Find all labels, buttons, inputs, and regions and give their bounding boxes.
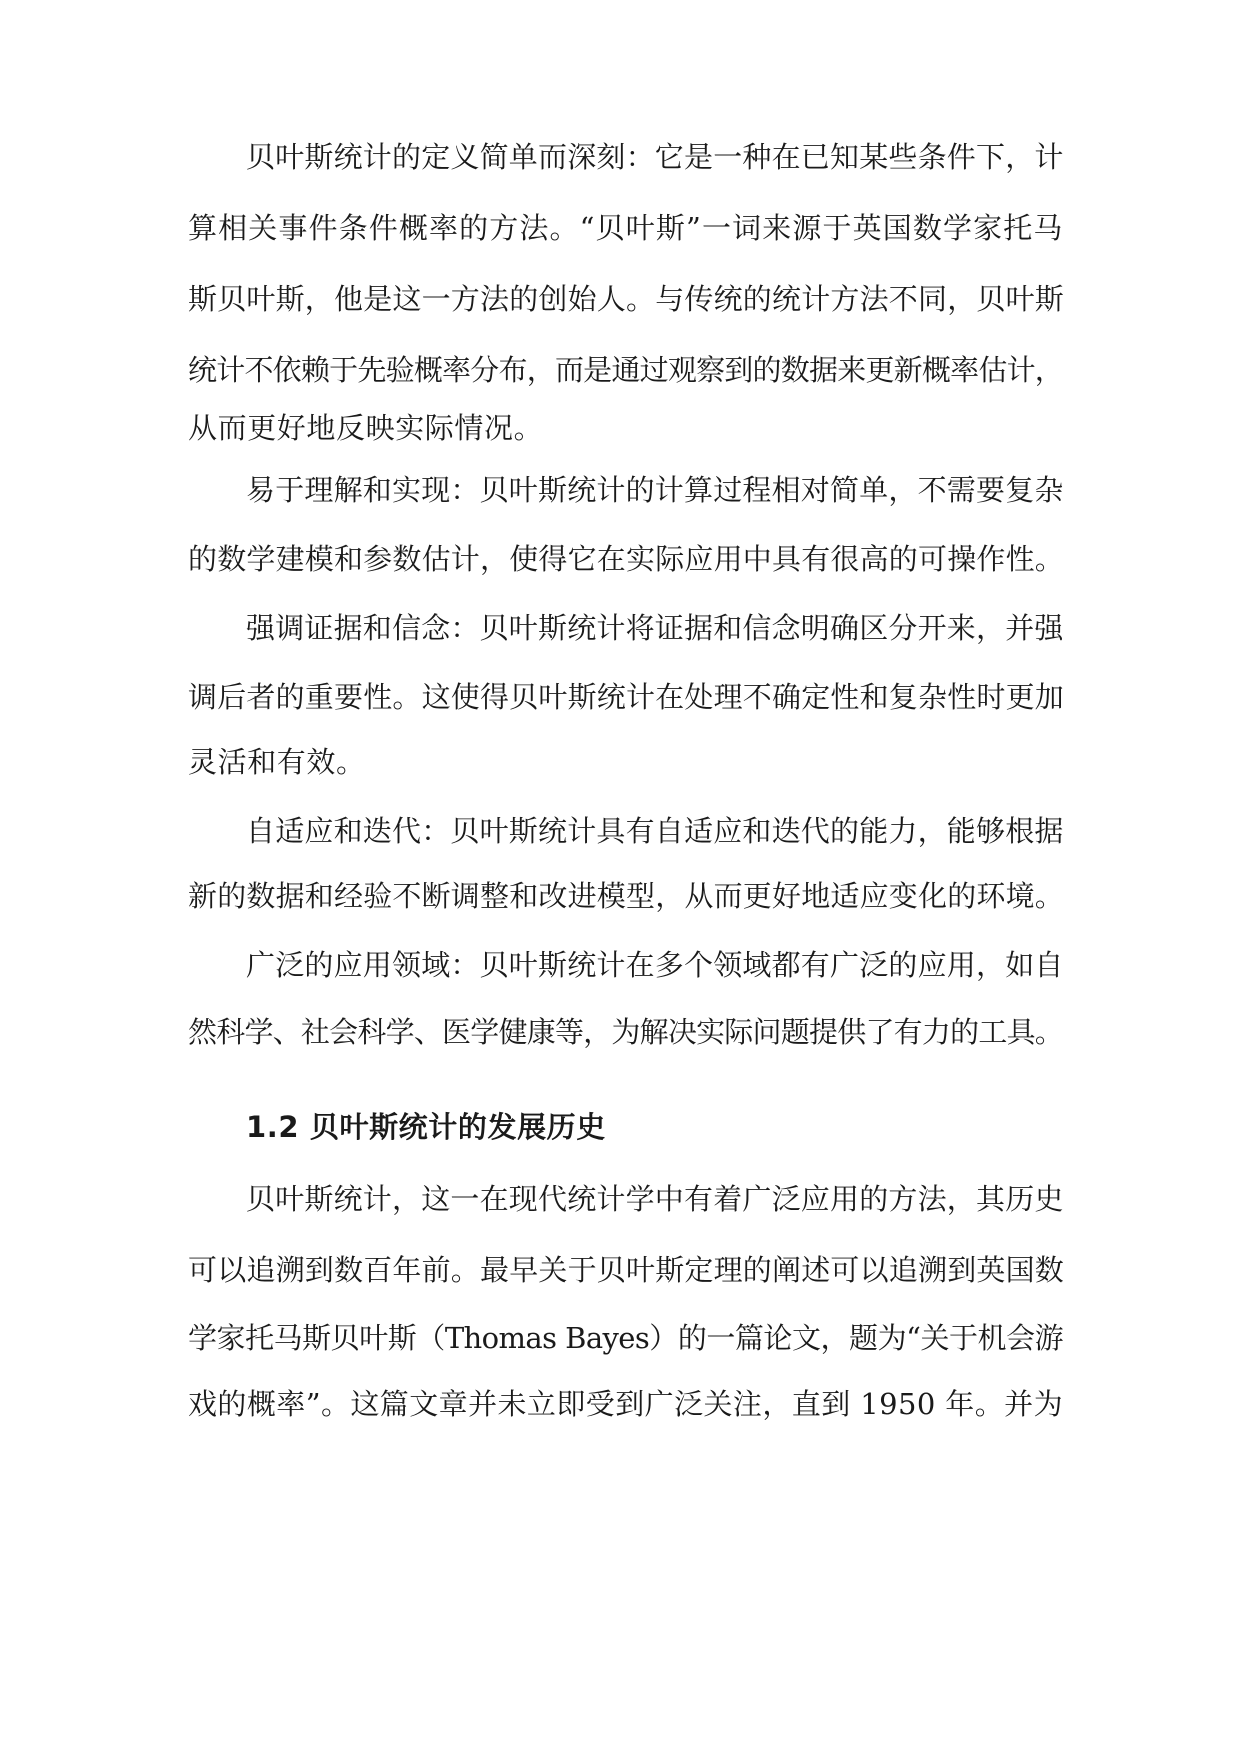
paragraph-3-line-3: 灵活和有效。 — [188, 745, 366, 779]
paragraph-4-line-1: 自适应和迭代：贝叶斯统计具有自适应和迭代的能力，能够根据 — [246, 814, 1064, 848]
paragraph-2-line-2: 的数学建模和参数估计，使得它在实际应用中具有很高的可操作性。 — [188, 542, 1065, 576]
paragraph-1-line-3: 斯贝叶斯，他是这一方法的创始人。与传统的统计方法不同，贝叶斯 — [188, 282, 1065, 316]
section-paragraph-line-1: 贝叶斯统计，这一在现代统计学中有着广泛应用的方法，其历史 — [246, 1182, 1064, 1216]
paragraph-4-line-2: 新的数据和经验不断调整和改进模型，从而更好地适应变化的环境。 — [188, 879, 1065, 913]
paragraph-1-line-1: 贝叶斯统计的定义简单而深刻：它是一种在已知某些条件下，计 — [246, 140, 1064, 174]
paragraph-3-line-2: 调后者的重要性。这使得贝叶斯统计在处理不确定性和复杂性时更加 — [188, 680, 1065, 714]
section-paragraph-line-3: 学家托马斯贝叶斯（Thomas Bayes）的一篇论文，题为“关于机会游 — [188, 1321, 1063, 1355]
section-heading: 1.2 贝叶斯统计的发展历史 — [246, 1110, 606, 1144]
paragraph-5-line-1: 广泛的应用领域：贝叶斯统计在多个领域都有广泛的应用，如自 — [246, 948, 1064, 982]
section-paragraph-line-4: 戏的概率”。这篇文章并未立即受到广泛关注，直到 1950 年。并为 — [188, 1387, 1063, 1421]
paragraph-1-line-5: 从而更好地反映实际情况。 — [188, 411, 544, 445]
paragraph-2-line-1: 易于理解和实现：贝叶斯统计的计算过程相对简单，不需要复杂 — [246, 473, 1064, 507]
paragraph-1-line-2: 算相关事件条件概率的方法。“贝叶斯”一词来源于英国数学家托马 — [188, 211, 1063, 245]
paragraph-1-line-4: 统计不依赖于先验概率分布，而是通过观察到的数据来更新概率估计， — [188, 353, 1063, 387]
section-paragraph-line-2: 可以追溯到数百年前。最早关于贝叶斯定理的阐述可以追溯到英国数 — [188, 1253, 1065, 1287]
paragraph-5-line-2: 然科学、社会科学、医学健康等，为解决实际问题提供了有力的工具。 — [188, 1015, 1063, 1049]
paragraph-3-line-1: 强调证据和信念：贝叶斯统计将证据和信念明确区分开来，并强 — [246, 611, 1064, 645]
